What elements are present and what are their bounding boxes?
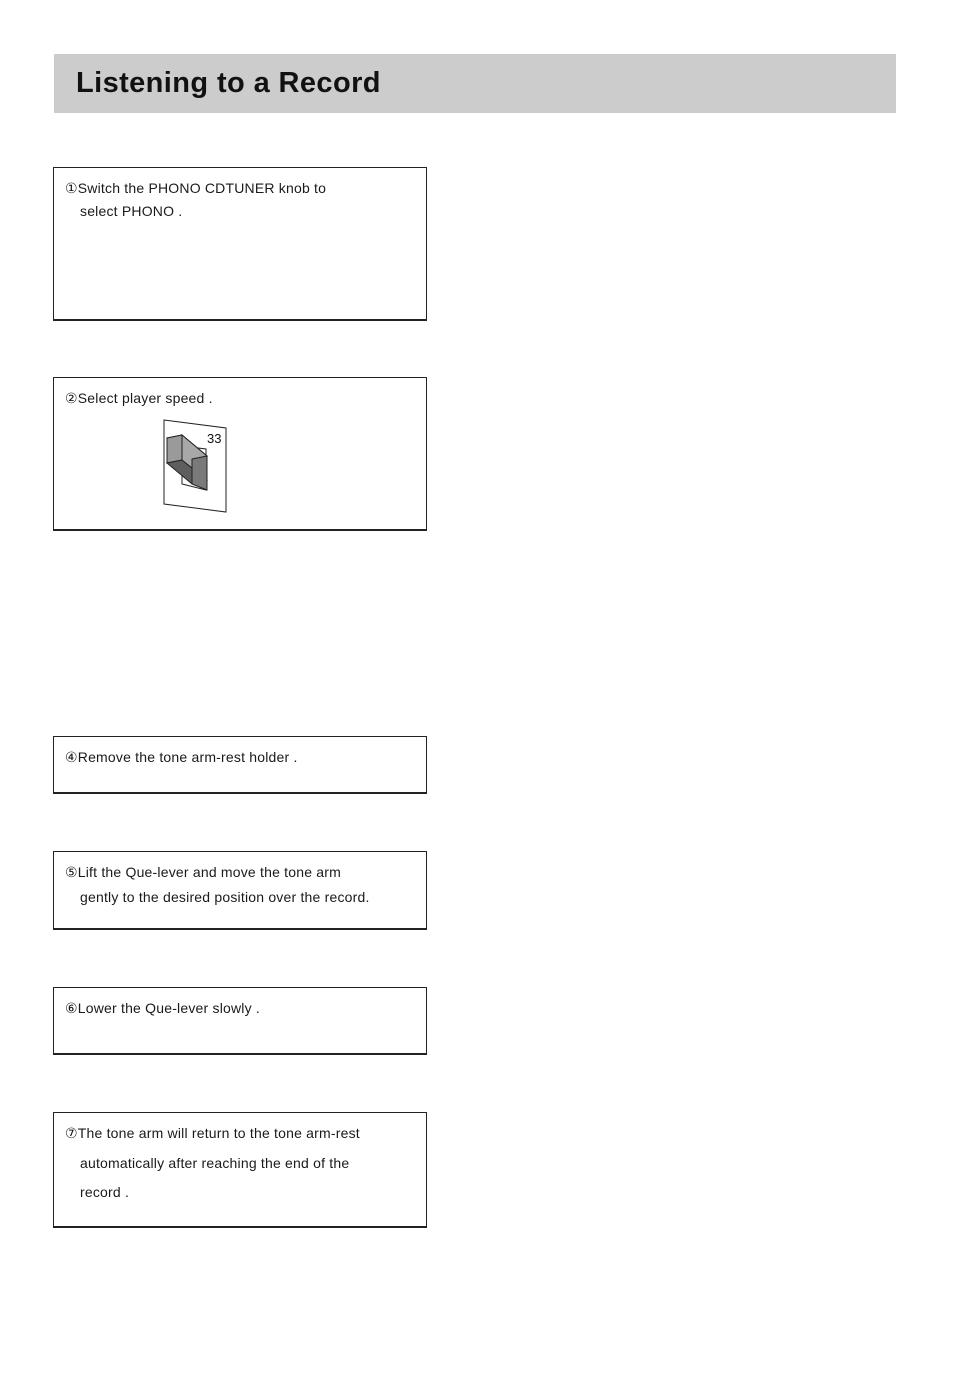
step-1-line-2: select PHONO . bbox=[80, 203, 183, 219]
page-title: Listening to a Record bbox=[76, 67, 381, 99]
step-7-box bbox=[53, 1112, 427, 1228]
step-1-line-1: Switch the PHONO CDTUNER knob to bbox=[77, 180, 327, 196]
step-7-line-1: The tone arm will return to the tone arm-rest bbox=[77, 1125, 360, 1141]
step-5-line-2: gently to the desired position over the record. bbox=[80, 889, 370, 905]
page-header bbox=[54, 54, 896, 113]
step-7-text bbox=[65, 1125, 360, 1200]
step-4-text bbox=[65, 749, 298, 766]
slide-switch-icon bbox=[162, 418, 232, 514]
step-2-line-1: Select player speed . bbox=[77, 390, 213, 406]
step-6-box bbox=[53, 987, 427, 1055]
step-4-box bbox=[53, 736, 427, 794]
step-number: ⑥ bbox=[65, 1000, 78, 1016]
step-7-line-2: automatically after reaching the end of the bbox=[80, 1155, 350, 1171]
step-1-box bbox=[53, 167, 427, 321]
step-5-box bbox=[53, 851, 427, 930]
step-number: ① bbox=[65, 180, 78, 196]
step-1-text bbox=[65, 180, 326, 219]
speed-label: 33 bbox=[207, 431, 222, 446]
step-7-line-3: record . bbox=[80, 1184, 130, 1200]
step-number: ⑦ bbox=[65, 1125, 78, 1141]
step-6-text bbox=[65, 1000, 260, 1017]
step-4-line-1: Remove the tone arm-rest holder . bbox=[77, 749, 298, 765]
step-number: ② bbox=[65, 390, 78, 406]
step-6-line-1: Lower the Que-lever slowly . bbox=[77, 1000, 260, 1016]
step-5-text bbox=[65, 864, 370, 905]
step-2-text bbox=[65, 390, 213, 407]
step-5-line-1: Lift the Que-lever and move the tone arm bbox=[77, 864, 342, 880]
step-number: ⑤ bbox=[65, 864, 78, 880]
step-number: ④ bbox=[65, 749, 78, 765]
step-2-box bbox=[53, 377, 427, 531]
